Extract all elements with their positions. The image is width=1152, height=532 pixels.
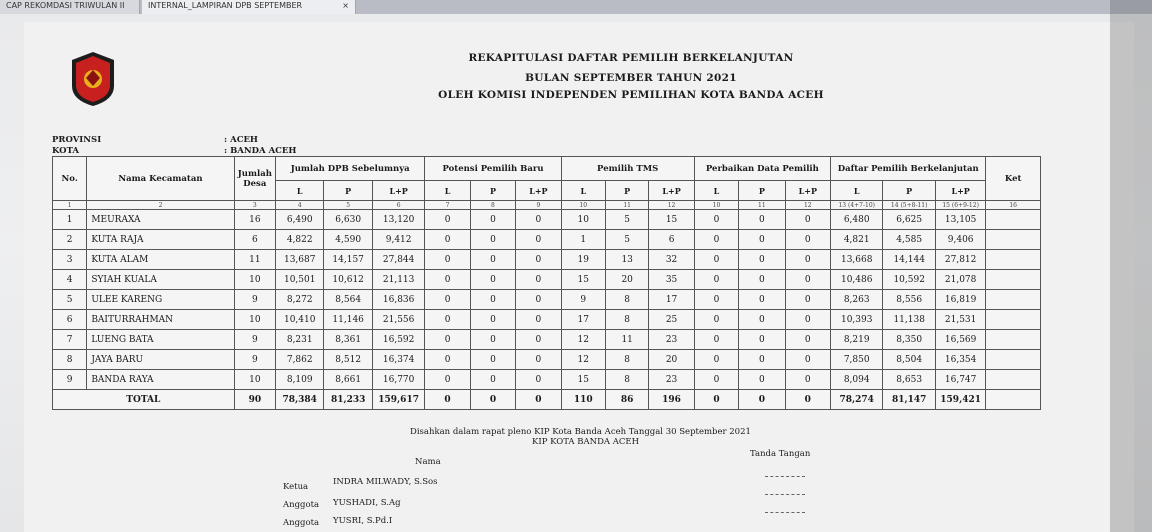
table-cell: 0 <box>516 250 561 270</box>
table-cell: 4,822 <box>276 230 324 250</box>
table-cell: 14,144 <box>883 250 935 270</box>
total-cell: 0 <box>785 390 830 410</box>
tab-label: CAP REKOMDASI TRIWULAN II <box>6 1 125 10</box>
kecamatan-cell: KUTA ALAM <box>87 250 234 270</box>
total-cell: 78,274 <box>830 390 882 410</box>
signature-line <box>765 494 805 495</box>
table-cell: 0 <box>425 310 470 330</box>
kecamatan-cell: JAYA BARU <box>87 350 234 370</box>
table-cell <box>986 230 1041 250</box>
table-cell: 4,585 <box>883 230 935 250</box>
table-cell: 0 <box>785 290 830 310</box>
table-cell: 7 <box>53 330 87 350</box>
table-cell: 0 <box>425 350 470 370</box>
org-name: KIP KOTA BANDA ACEH <box>532 437 640 447</box>
table-cell: 0 <box>739 210 785 230</box>
table-cell: 16,569 <box>935 330 985 350</box>
total-cell: 86 <box>605 390 648 410</box>
table-cell: 8 <box>605 370 648 390</box>
group-header-dpb: Jumlah DPB Sebelumnya <box>276 157 425 181</box>
table-cell: 8,504 <box>883 350 935 370</box>
table-cell: 0 <box>694 250 738 270</box>
total-cell: 196 <box>649 390 694 410</box>
table-cell: 8,653 <box>883 370 935 390</box>
table-cell: 16,374 <box>372 350 424 370</box>
column-number: 11 <box>739 201 785 210</box>
nama-label: Nama <box>415 457 441 467</box>
total-row <box>53 390 1041 410</box>
kecamatan-cell: BANDA RAYA <box>87 370 234 390</box>
table-cell: 8,109 <box>276 370 324 390</box>
table-cell: 15 <box>561 270 605 290</box>
table-cell: 0 <box>516 290 561 310</box>
sub-col-header: P <box>470 181 515 201</box>
table-cell: 0 <box>470 230 515 250</box>
table-cell: 0 <box>694 230 738 250</box>
table-cell: 0 <box>425 230 470 250</box>
table-row <box>53 250 1041 270</box>
table-cell: 6 <box>234 230 275 250</box>
table-cell: 11,138 <box>883 310 935 330</box>
sub-col-header: L+P <box>372 181 424 201</box>
kecamatan-cell: MEURAXA <box>87 210 234 230</box>
table-cell: 8,263 <box>830 290 882 310</box>
table-cell: 10 <box>234 370 275 390</box>
tanda-tangan-label: Tanda Tangan <box>750 449 811 459</box>
table-cell: 0 <box>739 310 785 330</box>
table-cell: 0 <box>425 290 470 310</box>
table-cell: 17 <box>561 310 605 330</box>
table-cell: 0 <box>516 370 561 390</box>
table-cell: 14,157 <box>324 250 372 270</box>
table-cell: 0 <box>516 230 561 250</box>
table-cell: 10,592 <box>883 270 935 290</box>
table-cell: 11,146 <box>324 310 372 330</box>
group-header-tms: Pemilih TMS <box>561 157 694 181</box>
table-cell <box>986 270 1041 290</box>
table-cell: 10,612 <box>324 270 372 290</box>
table-cell: 0 <box>785 210 830 230</box>
table-cell: 0 <box>785 310 830 330</box>
table-cell: 8,361 <box>324 330 372 350</box>
table-cell: 0 <box>470 290 515 310</box>
column-number: 3 <box>234 201 275 210</box>
table-cell: 5 <box>605 230 648 250</box>
kecamatan-cell: KUTA RAJA <box>87 230 234 250</box>
table-cell: 0 <box>694 370 738 390</box>
table-cell <box>986 350 1041 370</box>
table-cell: 0 <box>739 270 785 290</box>
total-label: TOTAL <box>53 390 235 410</box>
column-number: 12 <box>649 201 694 210</box>
table-cell: 8,272 <box>276 290 324 310</box>
table-cell: 0 <box>470 330 515 350</box>
table-cell: 0 <box>425 330 470 350</box>
browser-tab-lampiran[interactable] <box>142 0 356 14</box>
table-cell: 9 <box>234 330 275 350</box>
total-cell <box>986 390 1041 410</box>
table-cell: 0 <box>739 330 785 350</box>
table-cell: 11 <box>234 250 275 270</box>
table-cell: 0 <box>694 210 738 230</box>
table-cell: 1 <box>561 230 605 250</box>
table-cell: 4,590 <box>324 230 372 250</box>
table-cell: 12 <box>561 350 605 370</box>
column-number: 1 <box>53 201 87 210</box>
table-cell: 11 <box>605 330 648 350</box>
table-cell: 0 <box>694 310 738 330</box>
column-number: 13 (4+7-10) <box>830 201 882 210</box>
signer-name: INDRA MILWADY, S.Sos <box>333 477 438 487</box>
table-cell: 16,836 <box>372 290 424 310</box>
table-cell: 0 <box>694 350 738 370</box>
table-cell: 0 <box>785 350 830 370</box>
kota-value: : BANDA ACEH <box>224 146 297 156</box>
table-row <box>53 230 1041 250</box>
table-cell: 21,078 <box>935 270 985 290</box>
table-cell: 0 <box>516 270 561 290</box>
table-cell: 6,630 <box>324 210 372 230</box>
table-cell: 21,113 <box>372 270 424 290</box>
table-cell: 0 <box>516 350 561 370</box>
table-cell: 0 <box>470 370 515 390</box>
table-cell: 8,219 <box>830 330 882 350</box>
doc-title-line-2: BULAN SEPTEMBER TAHUN 2021 <box>525 72 737 84</box>
table-cell: 27,812 <box>935 250 985 270</box>
table-cell: 9,406 <box>935 230 985 250</box>
table-cell: 13,120 <box>372 210 424 230</box>
sub-col-header: L <box>694 181 738 201</box>
doc-title-line-3: OLEH KOMISI INDEPENDEN PEMILIHAN KOTA BANDA ACEH <box>438 89 824 101</box>
table-cell: 9 <box>561 290 605 310</box>
table-cell: 19 <box>561 250 605 270</box>
table-cell: 6 <box>53 310 87 330</box>
table-cell: 0 <box>470 250 515 270</box>
tab-label: INTERNAL_LAMPIRAN DPB SEPTEMBER <box>148 1 303 10</box>
table-cell: 5 <box>605 210 648 230</box>
provinsi-label: PROVINSI <box>52 135 102 145</box>
total-cell: 0 <box>425 390 470 410</box>
sub-col-header: L <box>830 181 882 201</box>
table-cell: 10,501 <box>276 270 324 290</box>
table-cell: 4 <box>53 270 87 290</box>
table-cell: 0 <box>694 290 738 310</box>
total-cell: 110 <box>561 390 605 410</box>
signer-role: Ketua <box>283 482 309 492</box>
column-number: 11 <box>605 201 648 210</box>
total-cell: 0 <box>470 390 515 410</box>
close-tab-icon[interactable]: × <box>342 1 349 10</box>
table-cell: 0 <box>470 350 515 370</box>
signer-name: YUSHADI, S.Ag <box>333 498 401 508</box>
table-cell: 10,486 <box>830 270 882 290</box>
total-cell: 159,421 <box>935 390 985 410</box>
table-cell: 16,747 <box>935 370 985 390</box>
kota-label: KOTA <box>52 146 80 156</box>
col-header-kecamatan: Nama Kecamatan <box>87 157 234 201</box>
table-cell: 9 <box>234 290 275 310</box>
col-header-desa: Jumlah Desa <box>234 157 275 201</box>
total-cell: 159,617 <box>372 390 424 410</box>
table-cell: 0 <box>785 250 830 270</box>
column-number: 16 <box>986 201 1041 210</box>
col-header-no: No. <box>53 157 87 201</box>
table-cell: 1 <box>53 210 87 230</box>
table-cell <box>986 310 1041 330</box>
total-cell: 81,233 <box>324 390 372 410</box>
browser-tab-strip <box>0 0 1152 14</box>
kecamatan-cell: LUENG BATA <box>87 330 234 350</box>
table-cell: 8,094 <box>830 370 882 390</box>
table-cell: 16,819 <box>935 290 985 310</box>
table-cell: 8 <box>605 350 648 370</box>
table-cell: 16 <box>234 210 275 230</box>
table-cell: 35 <box>649 270 694 290</box>
total-cell: 90 <box>234 390 275 410</box>
table-row <box>53 290 1041 310</box>
total-cell: 81,147 <box>883 390 935 410</box>
table-cell: 0 <box>425 270 470 290</box>
table-cell: 5 <box>53 290 87 310</box>
table-cell: 6 <box>649 230 694 250</box>
table-cell: 0 <box>785 370 830 390</box>
table-cell: 13 <box>605 250 648 270</box>
table-cell: 8,661 <box>324 370 372 390</box>
sub-col-header: L <box>561 181 605 201</box>
signer-role: Anggota <box>283 518 320 528</box>
column-number: 2 <box>87 201 234 210</box>
table-cell: 6,625 <box>883 210 935 230</box>
table-cell: 13,687 <box>276 250 324 270</box>
sub-col-header: L <box>425 181 470 201</box>
table-cell <box>986 370 1041 390</box>
signature-line <box>765 512 805 513</box>
table-cell: 0 <box>470 210 515 230</box>
sub-col-header: P <box>324 181 372 201</box>
kecamatan-cell: BAITURRAHMAN <box>87 310 234 330</box>
table-cell <box>986 290 1041 310</box>
table-cell: 25 <box>649 310 694 330</box>
table-cell: 0 <box>694 330 738 350</box>
column-number: 10 <box>561 201 605 210</box>
table-row <box>53 350 1041 370</box>
sub-col-header: L+P <box>649 181 694 201</box>
sub-col-header: L+P <box>785 181 830 201</box>
table-cell: 20 <box>649 350 694 370</box>
column-number-row <box>53 201 1041 210</box>
table-cell: 0 <box>470 310 515 330</box>
column-number: 6 <box>372 201 424 210</box>
total-cell: 78,384 <box>276 390 324 410</box>
signature-line <box>765 476 805 477</box>
provinsi-value: : ACEH <box>224 135 258 145</box>
column-number: 4 <box>276 201 324 210</box>
table-cell: 0 <box>739 370 785 390</box>
table-cell: 0 <box>739 250 785 270</box>
column-number: 15 (6+9-12) <box>935 201 985 210</box>
table-cell: 10,410 <box>276 310 324 330</box>
table-cell: 16,592 <box>372 330 424 350</box>
table-cell: 0 <box>739 230 785 250</box>
table-cell: 6,480 <box>830 210 882 230</box>
table-cell: 13,105 <box>935 210 985 230</box>
table-cell: 0 <box>694 270 738 290</box>
screen-edge-shadow <box>1110 0 1152 532</box>
table-cell <box>986 330 1041 350</box>
table-cell: 10 <box>561 210 605 230</box>
table-cell: 8 <box>53 350 87 370</box>
table-cell: 23 <box>649 330 694 350</box>
table-row <box>53 310 1041 330</box>
group-header-potensi: Potensi Pemilih Baru <box>425 157 561 181</box>
column-number: 14 (5+8-11) <box>883 201 935 210</box>
disahkan-text: Disahkan dalam rapat pleno KIP Kota Banda Aceh Tanggal 30 September 2021 <box>410 427 751 437</box>
table-cell: 13,668 <box>830 250 882 270</box>
table-cell: 3 <box>53 250 87 270</box>
table-cell: 15 <box>649 210 694 230</box>
sub-col-header: L+P <box>516 181 561 201</box>
column-number: 10 <box>694 201 738 210</box>
table-cell: 0 <box>516 310 561 330</box>
table-cell: 21,556 <box>372 310 424 330</box>
table-cell: 16,770 <box>372 370 424 390</box>
table-cell: 27,844 <box>372 250 424 270</box>
table-cell <box>986 250 1041 270</box>
table-cell: 15 <box>561 370 605 390</box>
table-cell: 0 <box>516 330 561 350</box>
kecamatan-cell: ULEE KARENG <box>87 290 234 310</box>
sub-col-header: P <box>883 181 935 201</box>
browser-tab-rekap[interactable] <box>0 0 140 14</box>
table-cell: 8,512 <box>324 350 372 370</box>
sub-col-header: L <box>276 181 324 201</box>
table-cell: 4,821 <box>830 230 882 250</box>
column-number: 7 <box>425 201 470 210</box>
table-cell: 17 <box>649 290 694 310</box>
table-cell: 7,850 <box>830 350 882 370</box>
total-cell: 0 <box>739 390 785 410</box>
table-cell: 0 <box>425 370 470 390</box>
table-cell: 2 <box>53 230 87 250</box>
table-cell: 21,531 <box>935 310 985 330</box>
sub-col-header: P <box>739 181 785 201</box>
table-cell: 20 <box>605 270 648 290</box>
table-cell: 7,862 <box>276 350 324 370</box>
table-cell: 10 <box>234 310 275 330</box>
column-number: 5 <box>324 201 372 210</box>
table-cell: 0 <box>785 270 830 290</box>
table-cell <box>986 210 1041 230</box>
sub-col-header: L+P <box>935 181 985 201</box>
column-number: 9 <box>516 201 561 210</box>
table-cell: 0 <box>470 270 515 290</box>
table-cell: 6,490 <box>276 210 324 230</box>
table-cell: 0 <box>425 250 470 270</box>
table-cell: 8,350 <box>883 330 935 350</box>
total-cell: 0 <box>694 390 738 410</box>
table-row <box>53 370 1041 390</box>
sub-col-header: P <box>605 181 648 201</box>
col-header-ket: Ket <box>986 157 1041 201</box>
table-cell: 9,412 <box>372 230 424 250</box>
table-cell: 9 <box>234 350 275 370</box>
table-cell: 16,354 <box>935 350 985 370</box>
table-row <box>53 270 1041 290</box>
table-cell: 12 <box>561 330 605 350</box>
table-cell: 0 <box>516 210 561 230</box>
table-cell: 0 <box>739 290 785 310</box>
table-row <box>53 330 1041 350</box>
table-cell: 8,564 <box>324 290 372 310</box>
table-cell: 8,231 <box>276 330 324 350</box>
total-cell: 0 <box>516 390 561 410</box>
table-cell: 0 <box>785 230 830 250</box>
table-cell: 8 <box>605 310 648 330</box>
doc-title-line-1: REKAPITULASI DAFTAR PEMILIH BERKELANJUTAN <box>468 52 794 64</box>
table-cell: 8 <box>605 290 648 310</box>
table-cell: 8,556 <box>883 290 935 310</box>
table-body <box>53 201 1041 410</box>
table-cell: 23 <box>649 370 694 390</box>
table-cell: 10 <box>234 270 275 290</box>
group-header-perbaikan: Perbaikan Data Pemilih <box>694 157 830 181</box>
kecamatan-cell: SYIAH KUALA <box>87 270 234 290</box>
signer-role: Anggota <box>283 500 320 510</box>
signer-name: YUSRI, S.Pd.I <box>333 516 393 526</box>
column-number: 8 <box>470 201 515 210</box>
group-header-berkelanjutan: Daftar Pemilih Berkelanjutan <box>830 157 985 181</box>
table-cell: 9 <box>53 370 87 390</box>
table-cell: 0 <box>739 350 785 370</box>
rekap-table <box>52 156 1041 410</box>
table-cell: 32 <box>649 250 694 270</box>
table-cell: 0 <box>785 330 830 350</box>
table-row <box>53 210 1041 230</box>
column-number: 12 <box>785 201 830 210</box>
table-cell: 0 <box>425 210 470 230</box>
table-cell: 10,393 <box>830 310 882 330</box>
